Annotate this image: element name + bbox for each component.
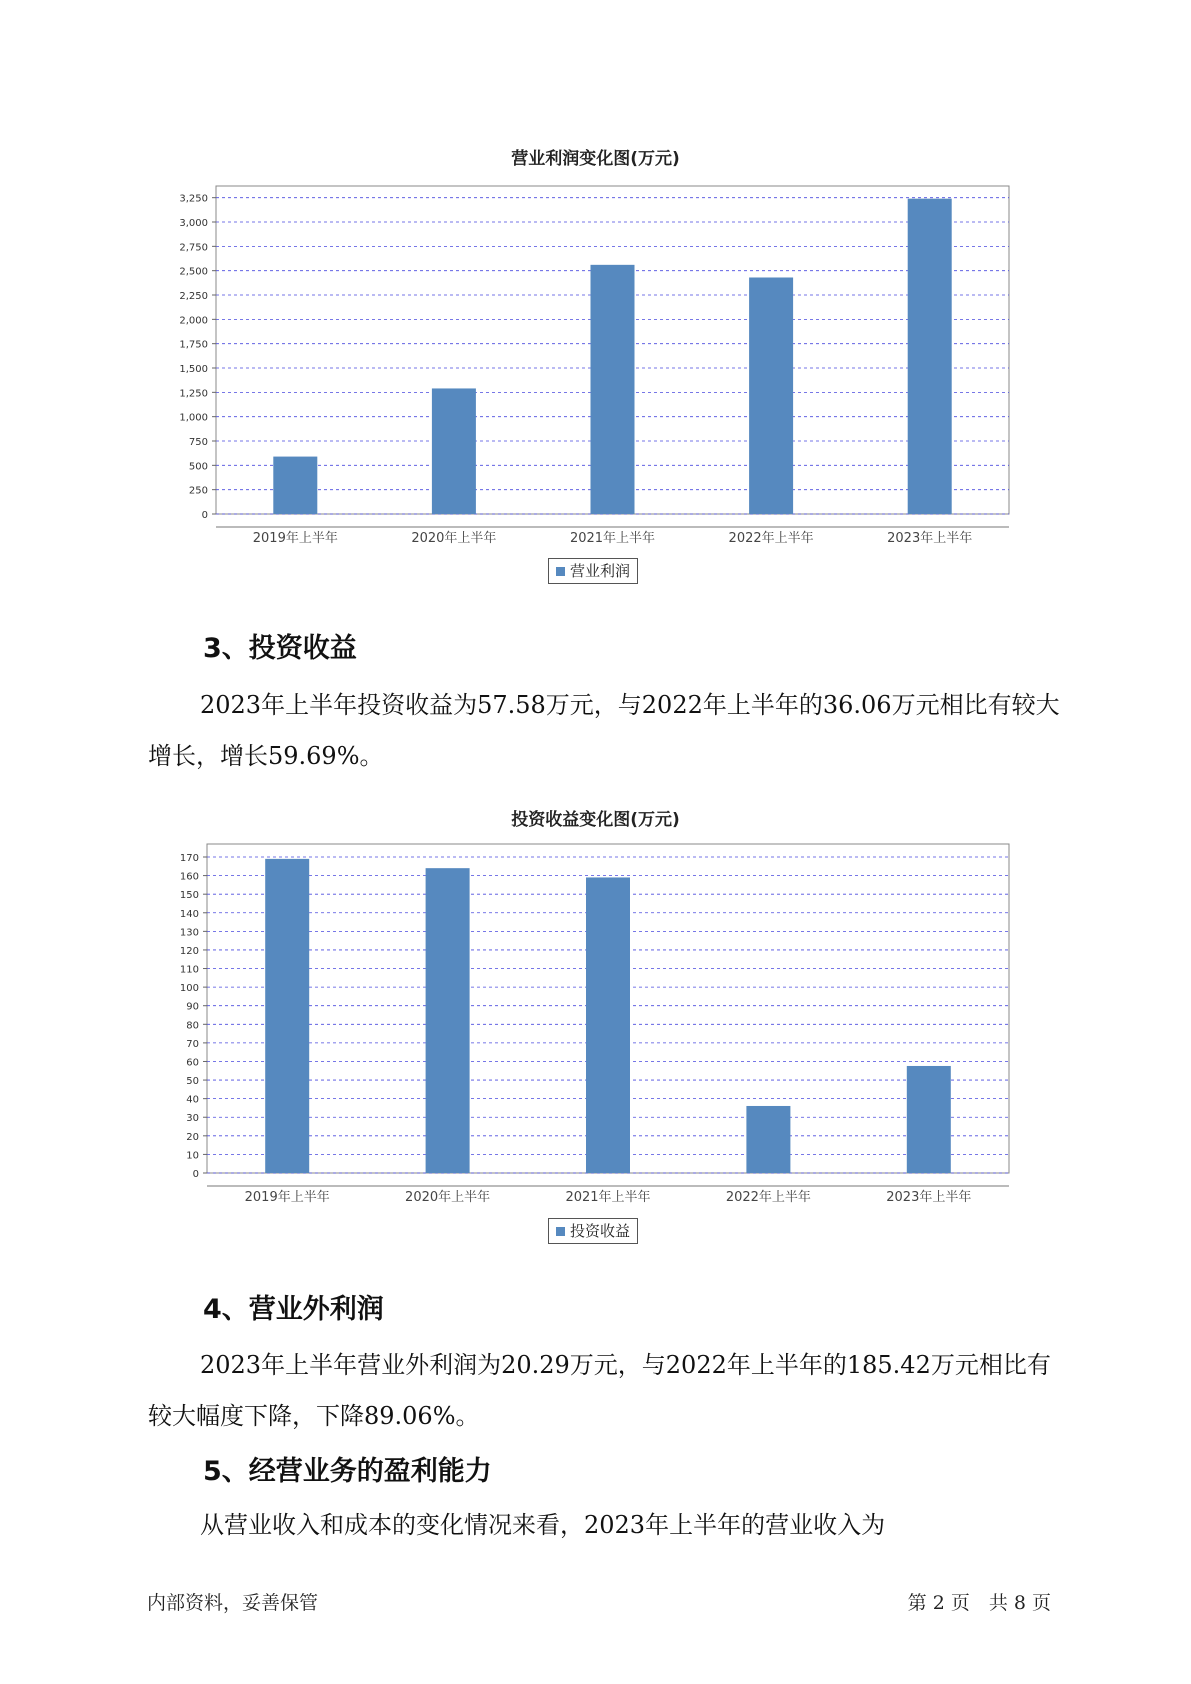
- y-tick-label: 2,750: [179, 242, 208, 254]
- chart-2-title: 投资收益变化图(万元): [511, 810, 680, 830]
- y-tick-label: 1,000: [179, 412, 208, 424]
- x-tick-label: 2021年上半年: [565, 1190, 651, 1205]
- bar: [426, 868, 470, 1173]
- x-tick-label: 2022年上半年: [725, 1190, 811, 1205]
- bar: [591, 265, 635, 514]
- y-tick-label: 110: [179, 964, 199, 976]
- bar: [746, 1106, 790, 1173]
- y-tick-label: 1,500: [179, 364, 208, 376]
- x-tick-label: 2020年上半年: [405, 1190, 491, 1205]
- x-tick-label: 2019年上半年: [252, 531, 338, 546]
- y-tick-label: 30: [186, 1113, 199, 1125]
- y-tick-label: 120: [179, 945, 199, 957]
- y-tick-label: 130: [179, 927, 199, 939]
- y-tick-label: 20: [186, 1131, 199, 1143]
- bar: [749, 277, 793, 514]
- y-tick-label: 60: [186, 1057, 199, 1069]
- section-paragraph-profitability: 从营业收入和成本的变化情况来看，2023年上半年的营业收入为: [200, 1511, 886, 1539]
- chart-2-legend: [548, 1218, 638, 1244]
- y-tick-label: 160: [179, 871, 199, 883]
- x-tick-label: 2020年上半年: [411, 531, 497, 546]
- section-heading-investment-income: 3、投资收益: [203, 633, 357, 664]
- y-tick-label: 2,250: [179, 291, 208, 303]
- y-tick-label: 250: [188, 485, 208, 497]
- section-paragraph-non-operating-profit: 2023年上半年营业外利润为20.29万元，与2022年上半年的185.42万元相比有较大幅度下降，下降89.06%。: [148, 1351, 1051, 1430]
- y-tick-label: 150: [179, 890, 199, 902]
- bar: [273, 457, 317, 514]
- x-tick-label: 2023年上半年: [886, 1190, 972, 1205]
- bar: [908, 199, 952, 514]
- section-paragraph-investment-income: 2023年上半年投资收益为57.58万元，与2022年上半年的36.06万元相比有较大增长，增长59.69%。: [148, 691, 1060, 770]
- x-tick-label: 2021年上半年: [569, 531, 656, 546]
- y-tick-label: 750: [188, 437, 208, 449]
- y-tick-label: 50: [186, 1076, 199, 1088]
- y-tick-label: 1,750: [179, 339, 208, 351]
- y-tick-label: 10: [186, 1150, 199, 1162]
- footer-confidential-note: 内部资料，妥善保管: [147, 1592, 319, 1614]
- legend-swatch: [556, 567, 565, 576]
- operating-profit-chart: [0, 170, 1191, 550]
- y-tick-label: 3,250: [179, 193, 208, 205]
- y-tick-label: 2,500: [179, 266, 208, 278]
- y-tick-label: 170: [179, 853, 199, 865]
- y-tick-label: 100: [179, 983, 199, 995]
- chart-1-legend: [548, 558, 638, 584]
- y-tick-label: 0: [192, 1169, 199, 1180]
- y-tick-label: 90: [186, 1001, 199, 1013]
- bar: [586, 877, 630, 1173]
- bar: [907, 1066, 951, 1173]
- y-tick-label: 40: [186, 1094, 199, 1106]
- chart-1-title: 营业利润变化图(万元): [511, 149, 680, 169]
- y-tick-label: 500: [188, 461, 208, 473]
- legend-label: 投资收益: [570, 1222, 631, 1240]
- legend-label: 营业利润: [570, 562, 631, 580]
- y-tick-label: 0: [201, 510, 208, 521]
- y-tick-label: 2,000: [179, 315, 208, 327]
- y-tick-label: 3,000: [179, 218, 208, 230]
- section-heading-non-operating-profit: 4、营业外利润: [203, 1294, 384, 1325]
- investment-income-chart: [0, 836, 1191, 1211]
- bar: [432, 388, 476, 514]
- x-tick-label: 2023年上半年: [887, 531, 973, 546]
- legend-swatch: [556, 1227, 565, 1236]
- section-heading-profitability: 5、经营业务的盈利能力: [203, 1456, 492, 1487]
- x-tick-label: 2022年上半年: [728, 531, 814, 546]
- bar: [265, 859, 309, 1173]
- y-tick-label: 1,250: [179, 388, 208, 400]
- x-tick-label: 2019年上半年: [244, 1190, 330, 1205]
- footer-page-number: 第 2 页 共 8 页: [907, 1592, 1051, 1614]
- y-tick-label: 140: [179, 908, 199, 920]
- y-tick-label: 80: [186, 1020, 199, 1032]
- y-tick-label: 70: [186, 1038, 199, 1050]
